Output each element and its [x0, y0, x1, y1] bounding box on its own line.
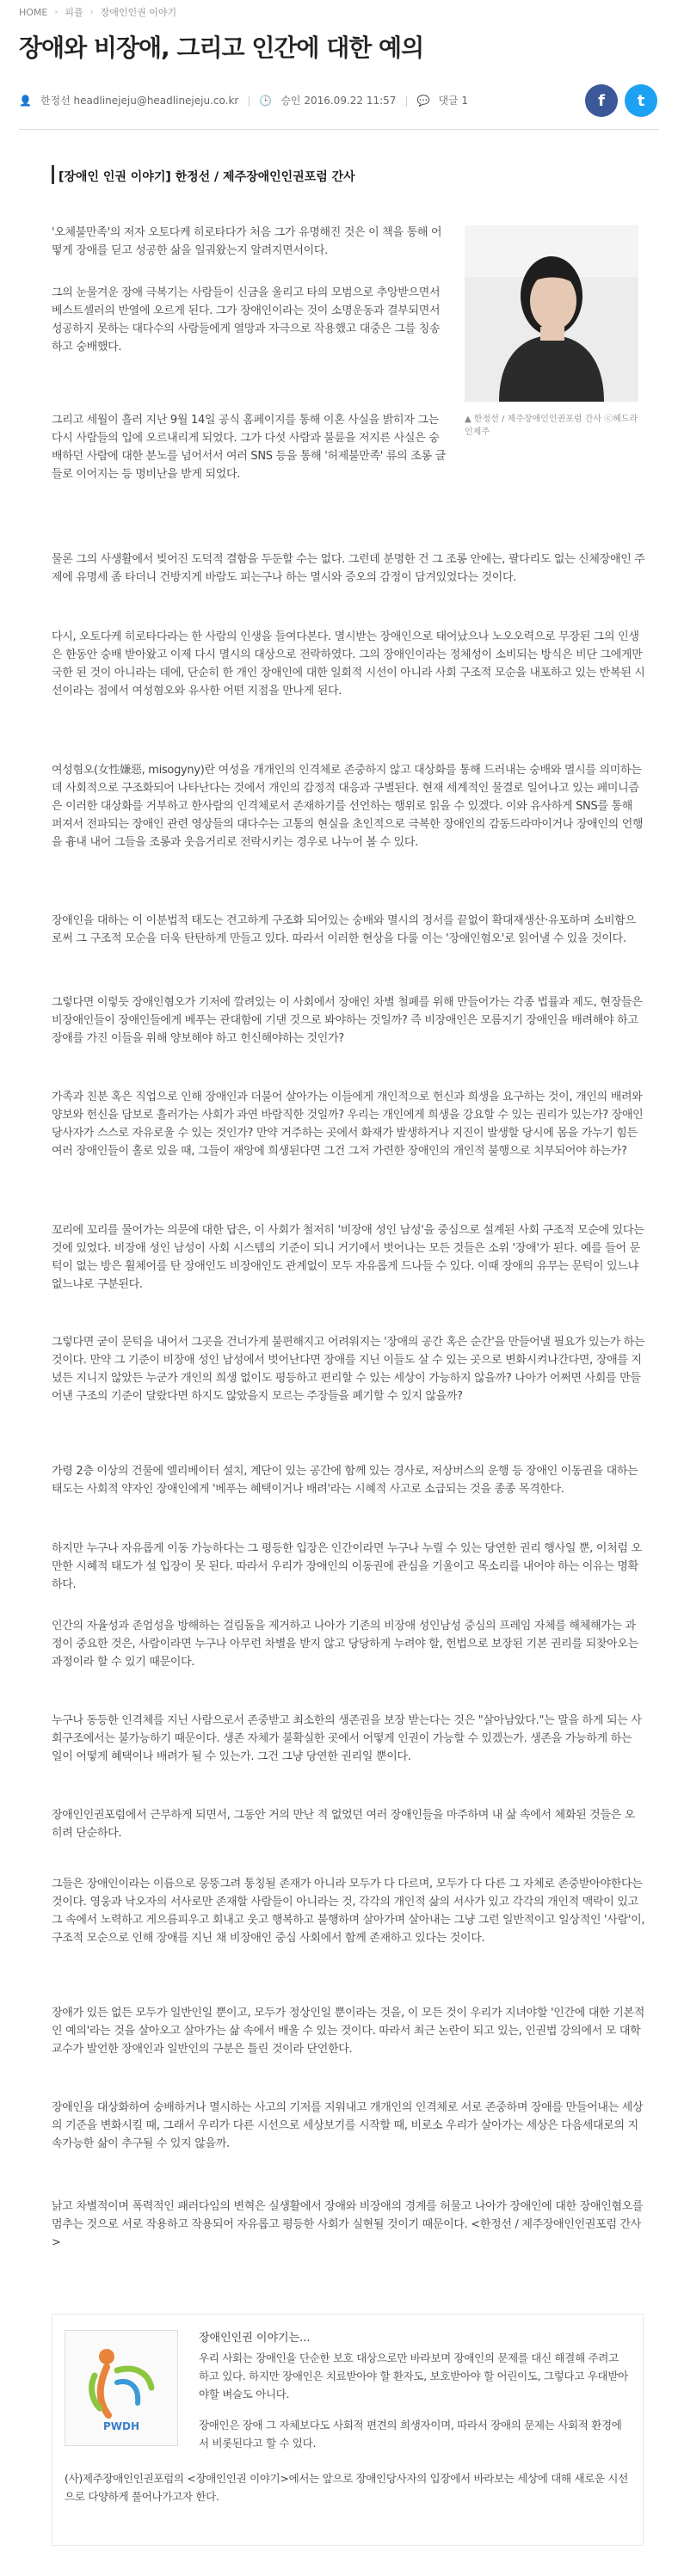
info-box-paragraph: 장애인은 장애 그 자체보다도 사회적 편견의 희생자이며, 따라서 장애의 문제는 사회적 환경에서 비롯된다고 할 수 있다. [199, 2419, 622, 2450]
body-paragraph: 그들은 장애인이라는 이름으로 뭉뚱그려 통칭될 존재가 아니라 모두가 다 다르며, 모두가 다 다른 그 자체로 존중받아야한다는 것이다. 영웅과 낙오자의 서사로만 존재할 사람들이 아니라는 것, 각각의 개인적 삶의 서사가 있고 각각의 개인적 맥락이 있고 그 속에서 노력하고 게으름피우고 회내고 웃고 행복하고 불행하며 살아가며 살아내는 그냥 그런 일반적이고 일상적인 '사람'이, 구조적 모순으로 인해 장애를 지닌 채 비장애인 중심 사회에서 함께 존재하고 있다는 것이다. [52, 1878, 645, 1945]
chevron-right-icon: › [54, 7, 59, 17]
article-headline: [장애인 인권 이야기] 한정선 / 제주장애인인권포럼 간사 [59, 170, 355, 184]
approved-time: 승인 2016.09.22 11:57 [280, 95, 397, 107]
info-box-paragraph: 우리 사회는 장애인을 단순한 보호 대상으로만 바라보며 장애인의 문제를 대신 해결해 주려고 하고 있다. 하지만 장애인은 치료받아야 할 환자도, 보호받아야 할 어린이도, 그렇다고 우대받아야할 벼슬도 아니다. [199, 2352, 628, 2401]
body-paragraph: 하지만 누구나 자유롭게 이동 가능하다는 그 평등한 입장은 인간이라면 누구나 누릴 수 있는 당연한 권리 행사일 뿐, 이처럼 오만한 시혜적 태도가 설 입장이 못 된다. 따라서 우리가 장애인의 이동권에 관심을 기울이고 목소리를 내어야 하는 이유는 명확하다. [52, 1542, 642, 1591]
body-paragraph: '오체불만족'의 저자 오토다케 히로타다가 처음 그가 유명해진 것은 이 책을 통해 어떻게 장애를 딛고 성공한 삶을 일궈왔는지 알려지면서이다. [52, 226, 442, 257]
headline-marker [52, 165, 54, 184]
breadcrumb-category[interactable]: 장애인인권 이야기 [100, 7, 177, 18]
info-box-paragraph: (사)제주장애인인권포럼의 <장애인인권 이야기>에서는 앞으로 장애인당사자의 입장에서 바라보는 세상에 대해 새로운 시선으로 다양하게 풀어나가고자 한다. [65, 2472, 628, 2503]
body-paragraph: 여성혐오(女性嫌惡, misogyny)란 여성을 개개인의 인격체로 존중하지 않고 대상화를 통해 드러내는 숭배와 멸시를 의미하는데 사회적으로 구조화되어 나타난다는 것에서 개인의 감정적 대응과 구별된다. 현재 세계적인 물결로 일어나고 있는 페미니즘은 이러한 대상화를 거부하고 한사람의 인격체로서 존재하기를 선언하는 행위로 읽을 수 있겠다. 이와 유사하게 SNS를 통해 퍼져서 전파되는 장애인 관련 영상들의 대다수는 고통의 현실을 초인적으로 극복한 장애인의 감동드라마이거나 장애인의 언행을 흉내 내어 그들을 조롱과 웃음거리로 전락시키는 경우로 나누어 볼 수 있다. [52, 764, 644, 849]
breadcrumb-home[interactable]: HOME [19, 6, 48, 18]
body-paragraph: 꼬리에 꼬리를 물어가는 의문에 대한 답은, 이 사회가 철저히 '비장애 성인 남성'을 중심으로 설계된 사회 구조적 모순에 있다는 것에 있었다. 비장애 성인 남성이 사회 시스템의 기준이 되니 거기에서 벗어나는 모든 것들은 소위 '장애'가 된다. 예를 들어 문턱이 없는 방은 휠체어를 탄 장애인도 비장애인도 관계없이 모두 자유롭게 드나들 수 있다. 이때 장애의 유무는 문턱이 있느냐 없느냐로 구분된다. [52, 1224, 644, 1291]
series-info-box [52, 2314, 644, 2546]
divider: | [404, 94, 409, 107]
breadcrumb-section[interactable]: 피플 [65, 7, 83, 18]
body-paragraph: 가령 2층 이상의 건물에 엘리베이터 설치, 계단이 있는 공간에 함께 있는 경사로, 저상버스의 운행 등 장애인 이동권을 대하는 태도는 사회적 약자인 장애인에게 '베푸는 혜택이거나 배려'라는 시혜적 사고로 소급되는 것을 종종 목격한다. [52, 1465, 638, 1496]
body-paragraph: 낡고 차별적이며 폭력적인 패러다임의 변혁은 실생활에서 장애와 비장애의 경계를 허물고 나아가 장애인에 대한 장애인혐오를 멈추는 것으로 서로 작용하고 작용되어 자유롭고 평등한 사회가 실현될 것이기 때문이다. <한정선 / 제주장애인인권포럼 간사> [52, 2200, 644, 2249]
body-paragraph: 그렇다면 이렇듯 장애인혐오가 기저에 깔려있는 이 사회에서 장애인 차별 철폐를 위해 만들어가는 각종 법률과 제도, 현장들은 비장애인들이 장애인들에게 베푸는 관대함에 기댄 것으로 봐야하는 것일까? 즉 비장애인은 모름지기 장애인을 배려해야 하고 장애를 가진 이들을 위해 양보해야 하고 헌신해야하는 것인가? [52, 996, 643, 1045]
divider: | [247, 94, 251, 107]
clock-icon: 🕒 [259, 94, 273, 107]
body-paragraph: 다시, 오토다케 히로타다라는 한 사람의 인생을 들여다본다. 멸시받는 장애인으로 태어났으나 노오오력으로 무장된 그의 인생은 한동안 숭배 받아왔고 이제 다시 멸시의 대상으로 전락하였다. 그의 장애인이라는 정체성이 소비되는 방식은 비단 그에게만 국한 된 것이 아니라는 데에, 단순히 한 개인 장애인에 대한 일회적 시선이 아니라 사회 구조적 모순을 내포하고 있는 반복된 시선이라는 점에서 여성혐오와 유사한 어떤 지점을 만나게 된다. [52, 630, 645, 698]
body-paragraph: 물론 그의 사생활에서 빚어진 도덕적 결함을 두둔할 수는 없다. 그런데 분명한 건 그 조롱 안에는, 팔다리도 없는 신체장애인 주제에 유명세 좀 타더니 건방지게 바람도 피는구나 하는 멸시와 증오의 감정이 담겨있었다는 것이다. [52, 553, 645, 584]
facebook-icon: f [598, 91, 605, 110]
body-paragraph: 인간의 자율성과 존엄성을 방해하는 걸림돌을 제거하고 나아가 기존의 비장애 성인남성 중심의 프레임 자체를 해체해가는 과정이 중요한 것은, 사람이라면 누구나 아무런 차별을 받지 않고 당당하게 누려야 할, 헌법으로 보장된 기본 권리를 되찾아오는 과정이라 할 수 있기 때문이다. [52, 1620, 638, 1669]
info-box-heading: 장애인인권 이야기는... [199, 2332, 311, 2345]
body-paragraph: 가족과 친분 혹은 직업으로 인해 장애인과 더불어 살아가는 이들에게 개인적으로 헌신과 희생을 요구하는 것이, 개인의 배려와 양보와 헌신을 담보로 흘러가는 사회가 과연 바람직한 것일까? 우리는 개인에게 희생을 강요할 수 있는 권리가 있는가? 장애인 당사자가 스스로 자유로울 수 있는 것인가? 만약 거주하는 곳에서 화재가 발생하거나 지진이 발생할 당시에 몸을 가누기 힘든 여러 장애인들이 홀로 있을 때, 그들이 재앙에 희생된다면 그건 그저 가련한 장애인의 개인적 불행으로 치부되어야 하는가? [52, 1091, 644, 1158]
author-photo [465, 225, 638, 402]
breadcrumb [19, 5, 176, 19]
body-paragraph: 장애인을 대상화하여 숭배하거나 멸시하는 사고의 기저를 지워내고 개개인의 인격체로 서로 존중하며 장애를 만들어내는 세상의 기준을 변화시킬 때, 그래서 우리가 다른 시선으로 세상보기를 시작할 때, 비로소 우리가 살아가는 세상은 다음세대로의 지속가능한 삶이 추구될 수 있지 않을까. [52, 2101, 644, 2150]
comment-count[interactable]: 댓글 1 [438, 95, 469, 107]
twitter-icon: t [637, 91, 645, 110]
comment-icon: 💬 [416, 94, 430, 107]
logo-wordmark: PWDH [102, 2420, 140, 2432]
photo-caption: ▲ 한정선 / 제주장애인인권포럼 간사 ⓒ헤드라인제주 [465, 415, 638, 437]
body-paragraph: 그렇다면 굳이 문턱을 내어서 그곳을 건너가게 불편해지고 어려워지는 '장애의 공간 혹은 순간'을 만들어낼 필요가 있는가 하는 것이다. 만약 그 기준이 비장애 성인 남성에서 벗어난다면 장애를 지닌 이들도 살 수 있는 곳으로 변화시켜나간다면, 장애를 지녔든 지니지 않았든 누군가 개인의 희생 없이도 평등하고 편리할 수 있는 세상이 가능하지 않을까? 나아가 어쩌면 사회를 만들어낸 구조의 기준이 달랐다면 하지도 않았을지 모르는 주장들을 폐기할 수 있지 않을까? [52, 1336, 645, 1403]
body-paragraph: 장애가 있든 없든 모두가 일반인일 뿐이고, 모두가 정상인일 뿐이라는 것을, 이 모든 것이 우리가 지녀야할 '인간에 대한 기본적인 예의'라는 것을 살아오고 살아가는 삶 속에서 배울 수 있는 것이다. 따라서 최근 논란이 되고 있는, 인권법 강의에서 모 대학 교수가 발언한 장애인과 일반인의 구분은 틀린 것이라 단언한다. [52, 2007, 644, 2056]
facebook-share-button[interactable] [585, 84, 618, 117]
divider [19, 129, 659, 130]
page-title: 장애와 비장애, 그리고 인간에 대한 예의 [19, 34, 424, 62]
body-paragraph: 장애인인권포럼에서 근무하게 되면서, 그동안 거의 만난 적 없었던 여러 장애인들을 마주하며 내 삶 속에서 체화된 것들은 오히려 단순하다. [52, 1809, 636, 1840]
user-icon: 👤 [19, 94, 32, 107]
article-meta [19, 93, 468, 108]
twitter-share-button[interactable] [625, 84, 657, 117]
forum-logo [65, 2330, 178, 2446]
chevron-right-icon: › [89, 7, 94, 17]
share-buttons [585, 84, 657, 117]
body-paragraph: 누구나 동등한 인격체를 지닌 사람으로서 존중받고 최소한의 생존권을 보장 받는다는 것은 "살아남았다."는 말을 하게 되는 사회구조에서는 불가능하기 때문이다. 생존 자체가 불확실한 곳에서 어떻게 인권이 가능할 수 있겠는가. 생존을 가능하게 하는 일이 어떻게 혜택이나 배려가 될 수 있는가. 그건 그냥 당연한 권리일 뿐이다. [52, 1714, 642, 1763]
author-line: 한정선 headlinejeju@headlinejeju.co.kr [40, 95, 239, 107]
body-paragraph: 그리고 세월이 흘러 지난 9월 14일 공식 홈페이지를 통해 이혼 사실을 밝히자 그는 다시 사람들의 입에 오르내리게 되었다. 그가 다섯 사람과 불륜을 저지른 사실은 숭배하던 사람에 대한 분노를 넘어서서 여러 SNS 등을 통해 '허제불만족' 류의 조롱 글들로 이어지는 등 명비난을 받게 되었다. [52, 414, 446, 481]
body-paragraph: 장애인을 대하는 이 이분법적 태도는 견고하게 구조화 되어있는 숭배와 멸시의 정서를 끝없이 확대재생산·유포하며 소비함으로써 그 구조적 모순을 더욱 탄탄하게 만들고 있다. 따라서 이러한 현상을 다룰 이는 '장애인혐오'로 읽어낼 수 있을 것이다. [52, 914, 636, 945]
body-paragraph: 그의 눈물겨운 장애 극복기는 사람들이 신금을 울리고 타의 모범으로 추앙받으면서 베스트셀러의 반열에 오르게 된다. 그가 장애인이라는 것이 소명운동과 결부되면서 성공하지 못하는 대다수의 사람들에게 열망과 자극으로 작용했고 대중은 그를 칭송하고 숭배했다. [52, 286, 441, 354]
author-photo-image [465, 225, 638, 402]
